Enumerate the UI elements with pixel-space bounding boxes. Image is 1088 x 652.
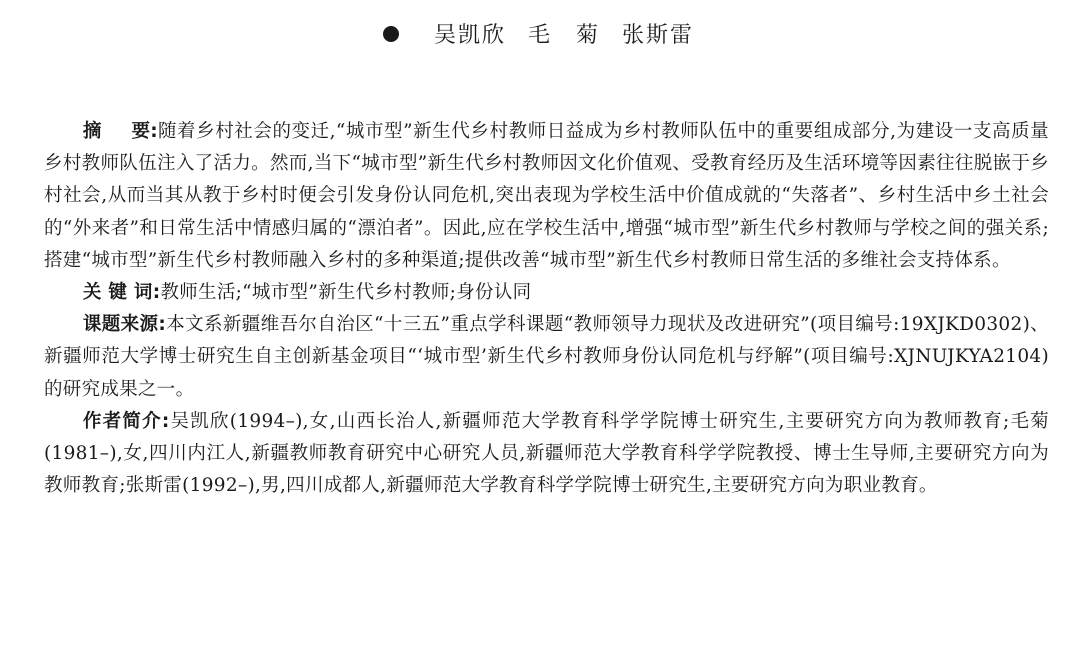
author-name-1: 吴凯欣 (433, 23, 506, 48)
author-bio-text: 吴凯欣(1994–),女,山西长治人,新疆师范大学教育科学学院博士研究生,主要研究方向为教师教育;毛菊(1981–),女,四川内江人,新疆教师教育研究中心研究人员,新疆师范大学教育科学学院教授、博士生导师,主要研究方向为教师教育;张斯雷(1992–),男,四川成都人,新疆师范大学教育科学学院博士研究生,主要研究方向为职业教育。 (44, 410, 1049, 497)
abstract-text: 随着乡村社会的变迁,“城市型”新生代乡村教师日益成为乡村教师队伍中的重要组成部分,为建设一支高质量乡村教师队伍注入了活力。然而,当下“城市型”新生代乡村教师因文化价值观、受教育经历及生活环境等因素往往脱嵌于乡村社会,从而当其从教于乡村时便会引发身份认同危机,突出表现为学校生活中价值成就的“失落者”、乡村生活中乡土社会的“外来者”和日常生活中情感归属的“漂泊者”。因此,应在学校生活中,增强“城市型”新生代乡村教师与学校之间的强关系;搭建“城市型”新生代乡村教师融入乡村的多种渠道;提供改善“城市型”新生代乡村教师日常生活的多维社会支持体系。 (44, 121, 1049, 271)
keywords-text: 教师生活;“城市型”新生代乡村教师;身份认同 (160, 282, 532, 304)
funding-label: 课题来源: (82, 314, 167, 336)
author-name-2: 毛 菊 (527, 23, 600, 48)
keywords-paragraph (44, 277, 1049, 309)
keywords-label: 关 键 词: (82, 282, 161, 304)
abstract-paragraph (44, 116, 1049, 277)
bullet-icon (383, 26, 399, 42)
funding-text: 本文系新疆维吾尔自治区“十三五”重点学科课题“教师领导力现状及改进研究”(项目编号:19XJKD0302)、新疆师范大学博士研究生自主创新基金项目“‘城市型’新生代乡村教师身份认同危机与纾解”(项目编号:XJNUJKYA2104)的研究成果之一。 (44, 314, 1049, 400)
author-bio-paragraph (44, 406, 1049, 503)
abstract-label: 摘 要: (82, 121, 158, 142)
article-front-matter (44, 116, 1049, 502)
author-bio-label: 作者简介: (82, 410, 170, 432)
author-line (0, 18, 1088, 49)
author-name-3: 张斯雷 (622, 23, 695, 48)
funding-paragraph (44, 309, 1049, 406)
